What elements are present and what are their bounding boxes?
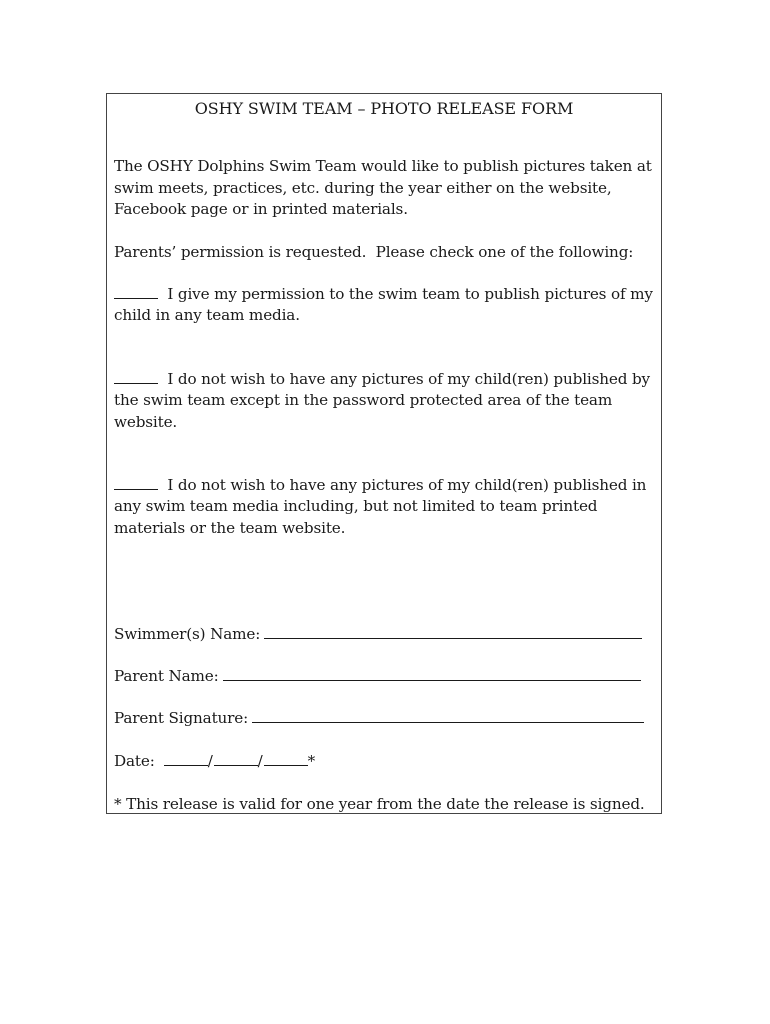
swimmer-name-label: Swimmer(s) Name: [114, 625, 261, 643]
form-title: OSHY SWIM TEAM – PHOTO RELEASE FORM [194, 99, 574, 118]
swimmer-name-row [114, 624, 642, 646]
date-separator-2: / [257, 752, 263, 770]
date-row [114, 751, 315, 773]
option-3-line-2: any swim team media including, but not limited to team printed [114, 497, 598, 515]
option-1-line-2: child in any team media. [114, 306, 300, 324]
option-2-checkbox-blank[interactable] [114, 369, 158, 384]
option-1-line-1: I give my permission to the swim team to publish pictures of my [114, 284, 653, 306]
footnote: * This release is valid for one year from the date the release is signed. [114, 795, 645, 813]
option-3-line-1: I do not wish to have any pictures of my child(ren) published in [114, 475, 646, 497]
permission-request: Parents’ permission is requested. Please check one of the following: [114, 243, 634, 261]
option-2-line-3: website. [114, 413, 178, 431]
intro-line-2: swim meets, practices, etc. during the year either on the website, [114, 179, 612, 197]
date-label: Date: [114, 752, 155, 770]
date-year-field[interactable] [264, 751, 308, 766]
date-asterisk: * [307, 752, 316, 770]
option-3-line-3: materials or the team website. [114, 519, 346, 537]
parent-name-field[interactable] [223, 666, 641, 681]
option-2-line-2: the swim team except in the password protected area of the team [114, 391, 613, 409]
date-month-field[interactable] [164, 751, 208, 766]
parent-name-label: Parent Name: [114, 667, 219, 685]
option-3-checkbox-blank[interactable] [114, 475, 158, 490]
option-1-checkbox-blank[interactable] [114, 284, 158, 299]
option-2-line-1: I do not wish to have any pictures of my child(ren) published by [114, 369, 650, 391]
parent-signature-field[interactable] [252, 708, 644, 723]
photo-release-form [106, 93, 662, 814]
parent-signature-label: Parent Signature: [114, 709, 249, 727]
intro-line-3: Facebook page or in printed materials. [114, 200, 408, 218]
date-separator-1: / [207, 752, 213, 770]
swimmer-name-field[interactable] [264, 624, 642, 639]
intro-line-1: The OSHY Dolphins Swim Team would like to publish pictures taken at [114, 157, 652, 175]
date-day-field[interactable] [214, 751, 258, 766]
parent-name-row [114, 666, 641, 688]
parent-signature-row [114, 708, 644, 730]
